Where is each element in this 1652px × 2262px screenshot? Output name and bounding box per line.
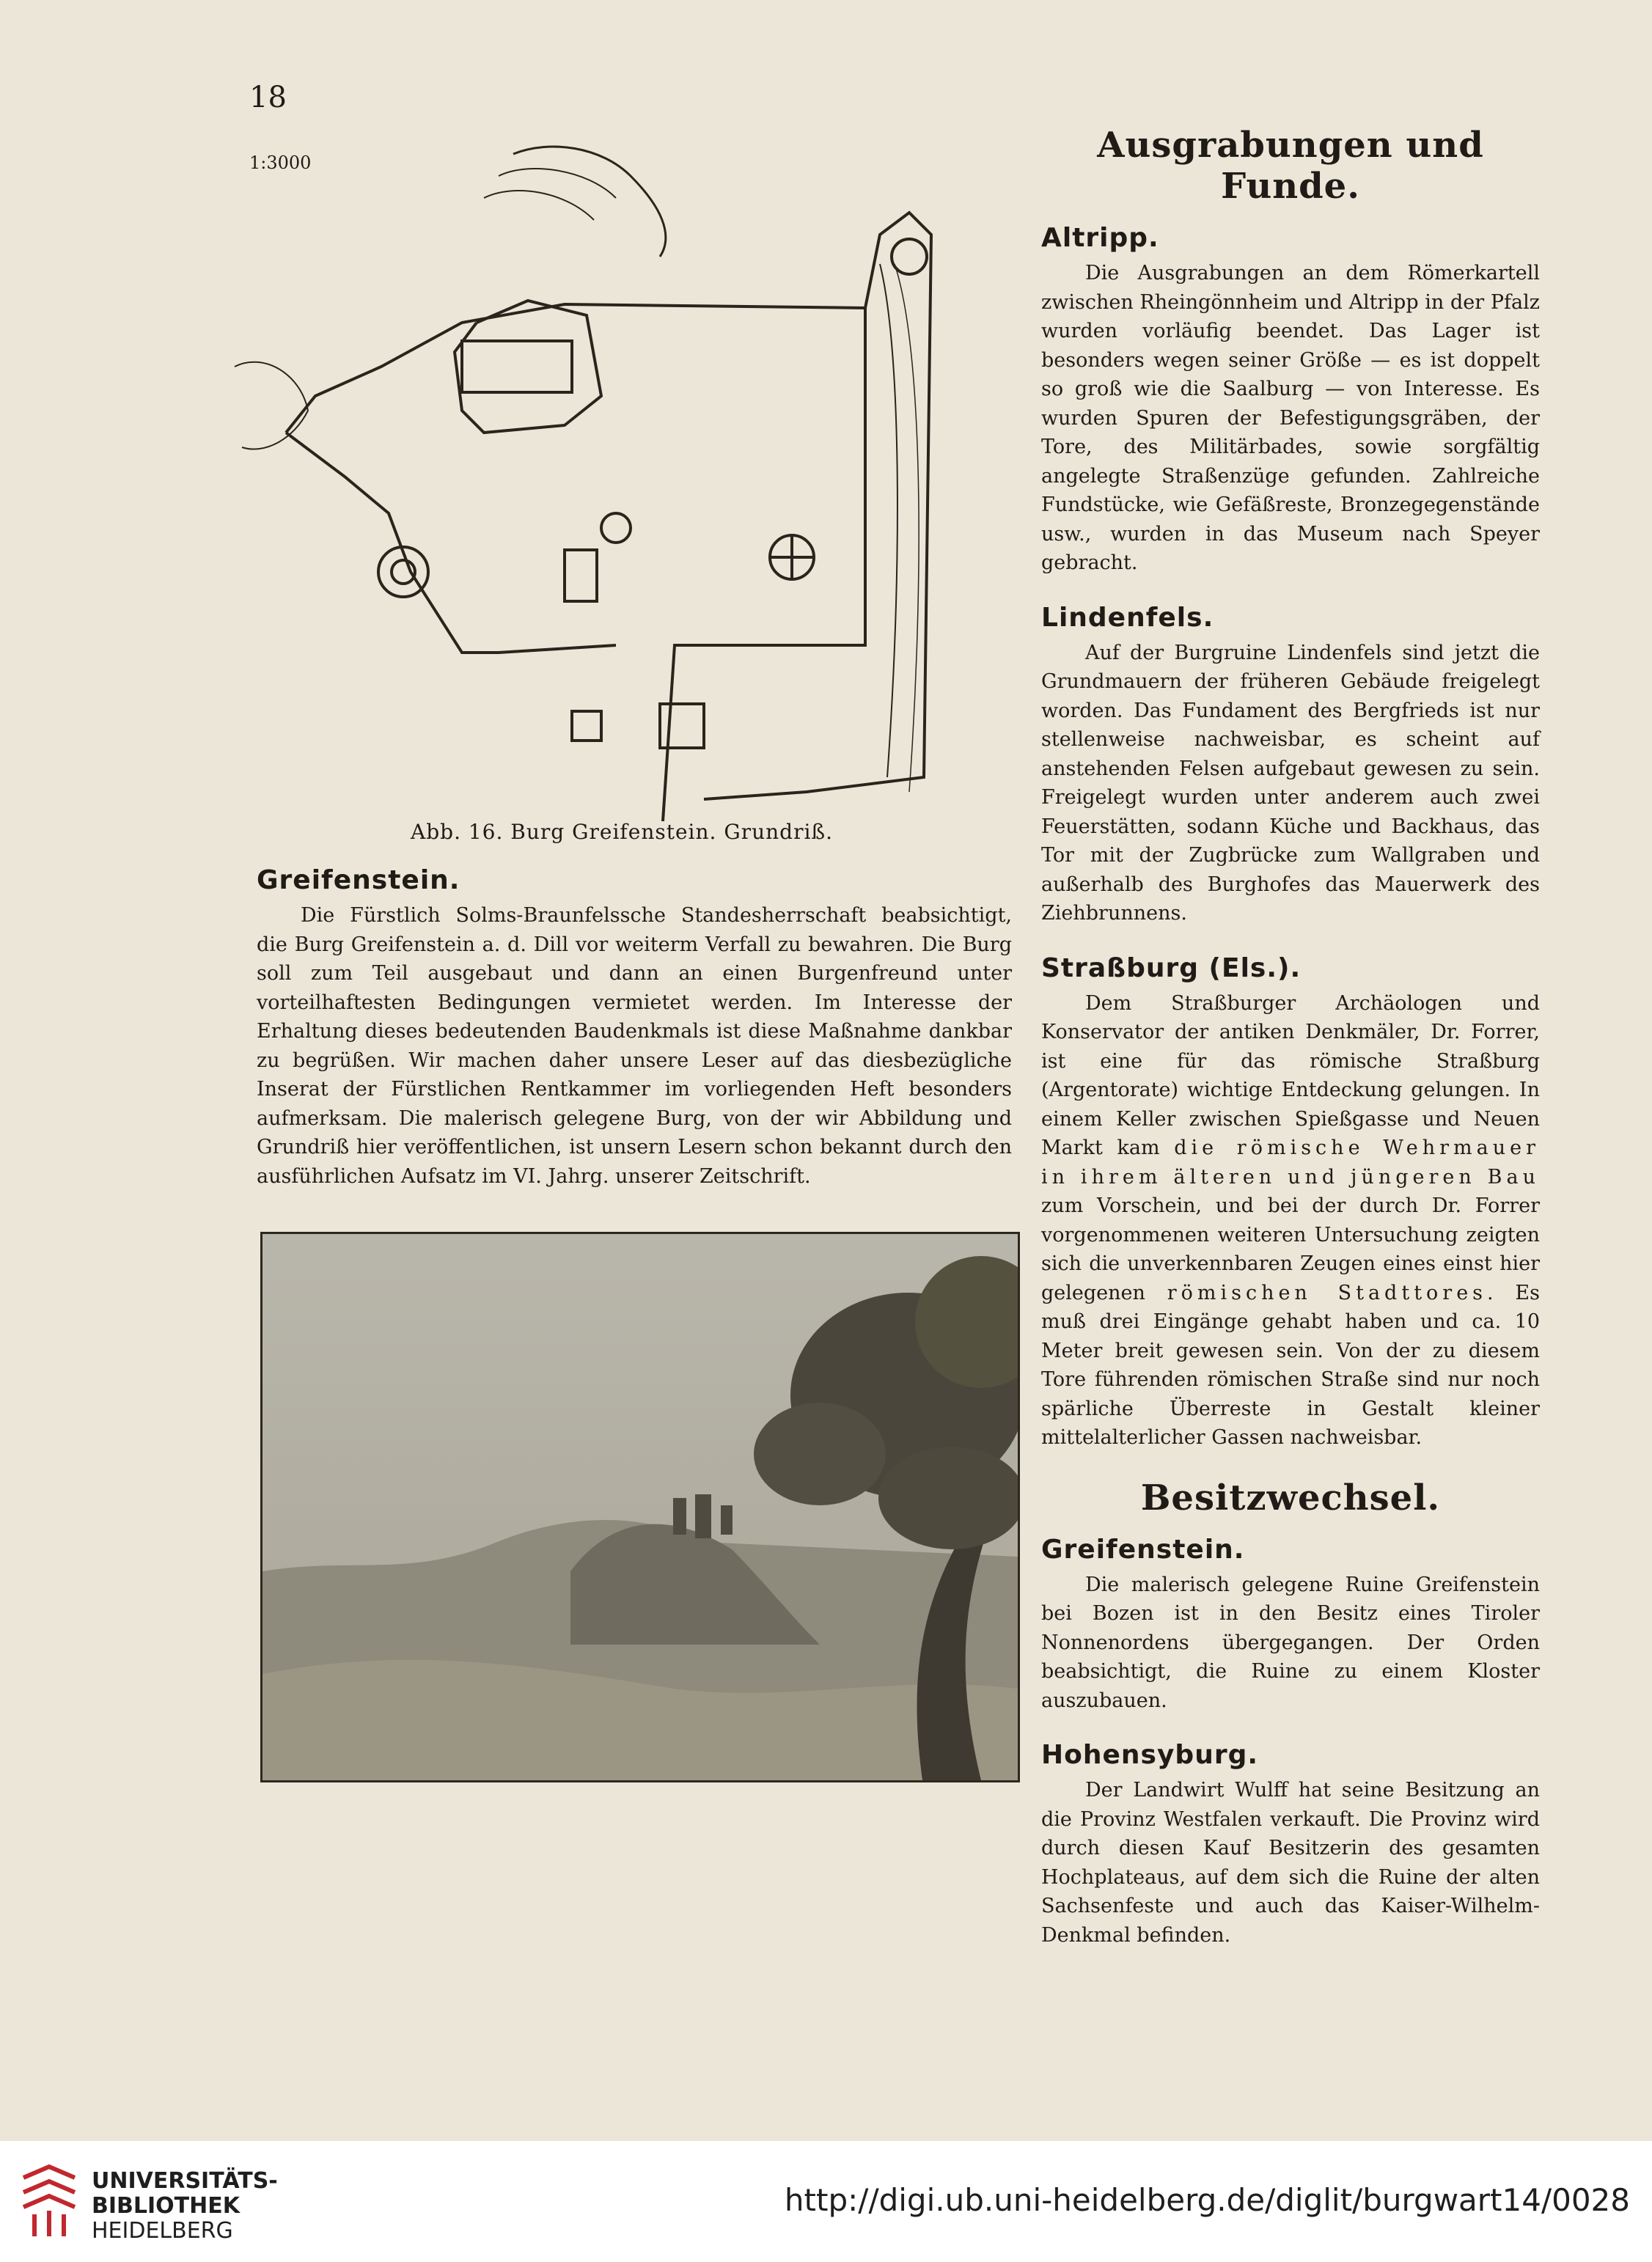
heading-altripp: Altripp. — [1041, 223, 1159, 253]
paragraph-greifenstein-bozen: Die malerisch gelegene Ruine Greifenstein bei Bozen ist in den Besitz eines Tiroler Nonnenordens übergegangen. Der Orden beabsichtigt, die Ruine zu einem Kloster auszubauen. — [1041, 1573, 1540, 1712]
paragraph-lindenfels: Auf der Burgruine Lindenfels sind jetzt die Grundmauern der früheren Gebäude freigelegt worden. Das Fundament des Bergfrieds ist nur stellenweise nachweisbar, es scheint auf anstehenden Felsen aufgebaut gewesen zu sein. Freigelegt wurden unter anderem auch zwei Feuerstätten, sodann Küche und Backhaus, das Tor mit der Zugbrücke zum Wallgraben und außerhalb des Burghofes das Mauerwerk des Ziehbrunnens. — [1041, 641, 1540, 925]
footer-bar — [0, 2141, 1652, 2262]
article-strassburg — [1041, 953, 1540, 1453]
heading-hohensyburg: Hohensyburg. — [1041, 1740, 1259, 1770]
article-lindenfels — [1041, 603, 1540, 928]
logo-line-1: UNIVERSITÄTS- — [92, 2168, 278, 2194]
article-hohensyburg — [1041, 1740, 1540, 1950]
logo-line-2: BIBLIOTHEK — [92, 2193, 240, 2219]
map-scale: 1:3000 — [249, 153, 312, 173]
heading-strassburg: Straßburg (Els.). — [1041, 952, 1302, 983]
section-title-excavations: Ausgrabungen und Funde. — [1097, 125, 1484, 207]
article-greifenstein-bozen — [1041, 1535, 1540, 1716]
figure-16-caption: Abb. 16. Burg Greifenstein. Grundriß. — [411, 820, 834, 844]
section-title-ownership: Besitzwechsel. — [1140, 1477, 1441, 1519]
right-column — [1041, 125, 1540, 1975]
paragraph-greifenstein: Die Fürstlich Solms-Braunfelssche Standesherrschaft beabsichtigt, die Burg Greifenstein a. d. Dill vor weiterm Verfall zu bewahren. Die Burg soll zum Teil ausgebaut und dann an einen Burgenfreund unter vorteilhaftesten Bedingungen vermietet werden. Im Interesse der Erhaltung dieses bedeutenden Baudenkmals ist diese Maßnahme dankbar zu begrüßen. Wir machen daher unsere Leser auf das diesbezügliche Inserat der Fürstlichen Rentkammer im vorliegenden Heft besonders aufmerksam. Die malerisch gelegene Burg, von der wir Abbildung und Grundriß hier veröffentlichen, ist unsern Lesern schon bekannt durch den ausführlichen Aufsatz im VI. Jahrg. unserer Zeitschrift. — [257, 904, 1012, 1188]
library-logo-icon — [16, 2163, 82, 2240]
castle-floor-plan — [220, 132, 997, 821]
heading-greifenstein-bozen: Greifenstein. — [1041, 1534, 1245, 1565]
page-number: 18 — [249, 81, 287, 114]
paragraph-altripp: Die Ausgrabungen an dem Römerkartell zwischen Rheingönnheim und Altripp in der Pfalz wurden vorläufig beendet. Das Lager ist besonders wegen seiner Größe — es ist doppelt so groß wie die Saalburg — von Interesse. Es wurden Spuren der Befestigungsgräben, der Tore, des Militärbades, sowie sorgfältig angelegte Straßenzüge gefunden. Zahlreiche Fundstücke, wie Gefäßreste, Bronzegegenstände usw., wurden in das Museum nach Speyer gebracht. — [1041, 262, 1540, 574]
heading-greifenstein: Greifenstein. — [257, 865, 460, 895]
left-column — [257, 865, 1012, 1191]
strassburg-text-1: Dem Straßburger Archäologen und Konservator der antiken Denkmäler, Dr. Forrer, ist eine für das römische Straßburg (Argentorate) wichtige Entdeckung gelungen. In einem Keller zwischen Spießgasse und Neuen Markt kam — [1041, 991, 1540, 1159]
strassburg-text-2: zum Vorschein, und bei der durch Dr. Forrer vorgenommenen weiteren Untersuchung zeigten sich die unverkennbaren Zeugen eines einst hier gelegenen — [1041, 1194, 1540, 1304]
strassburg-spaced-1: die römische Wehrmauer in ihrem älteren und jüngeren Bau — [1041, 1136, 1541, 1189]
library-logo-text — [92, 2169, 278, 2244]
logo-line-3: HEIDELBERG — [92, 2218, 233, 2244]
article-altripp — [1041, 223, 1540, 578]
paragraph-hohensyburg: Der Landwirt Wulff hat seine Besitzung an die Provinz Westfalen verkauft. Die Provinz wird durch diesen Kauf Besitzerin des gesamten Hochplateaus, auf dem sich die Ruine der alten Sachsenfeste und auch das Kaiser-Wilhelm-Denkmal befinden. — [1041, 1779, 1540, 1947]
castle-painting — [260, 1232, 1020, 1782]
heading-lindenfels: Lindenfels. — [1041, 602, 1214, 633]
strassburg-spaced-2: römischen Stadttores — [1167, 1281, 1488, 1304]
paragraph-strassburg — [1041, 989, 1540, 1453]
source-url-link[interactable]: http://digi.ub.uni-heidelberg.de/diglit/burgwart14/0028 — [784, 2182, 1630, 2218]
strassburg-text-3: . Es muß drei Eingänge gehabt haben und ca. 10 Meter breit gewesen sein. Von der zu diesem Tore führenden römischen Straße sind nur noch spärliche Überreste in Gestalt kleiner mittelalterlicher Gassen nachweisbar. — [1041, 1281, 1540, 1449]
